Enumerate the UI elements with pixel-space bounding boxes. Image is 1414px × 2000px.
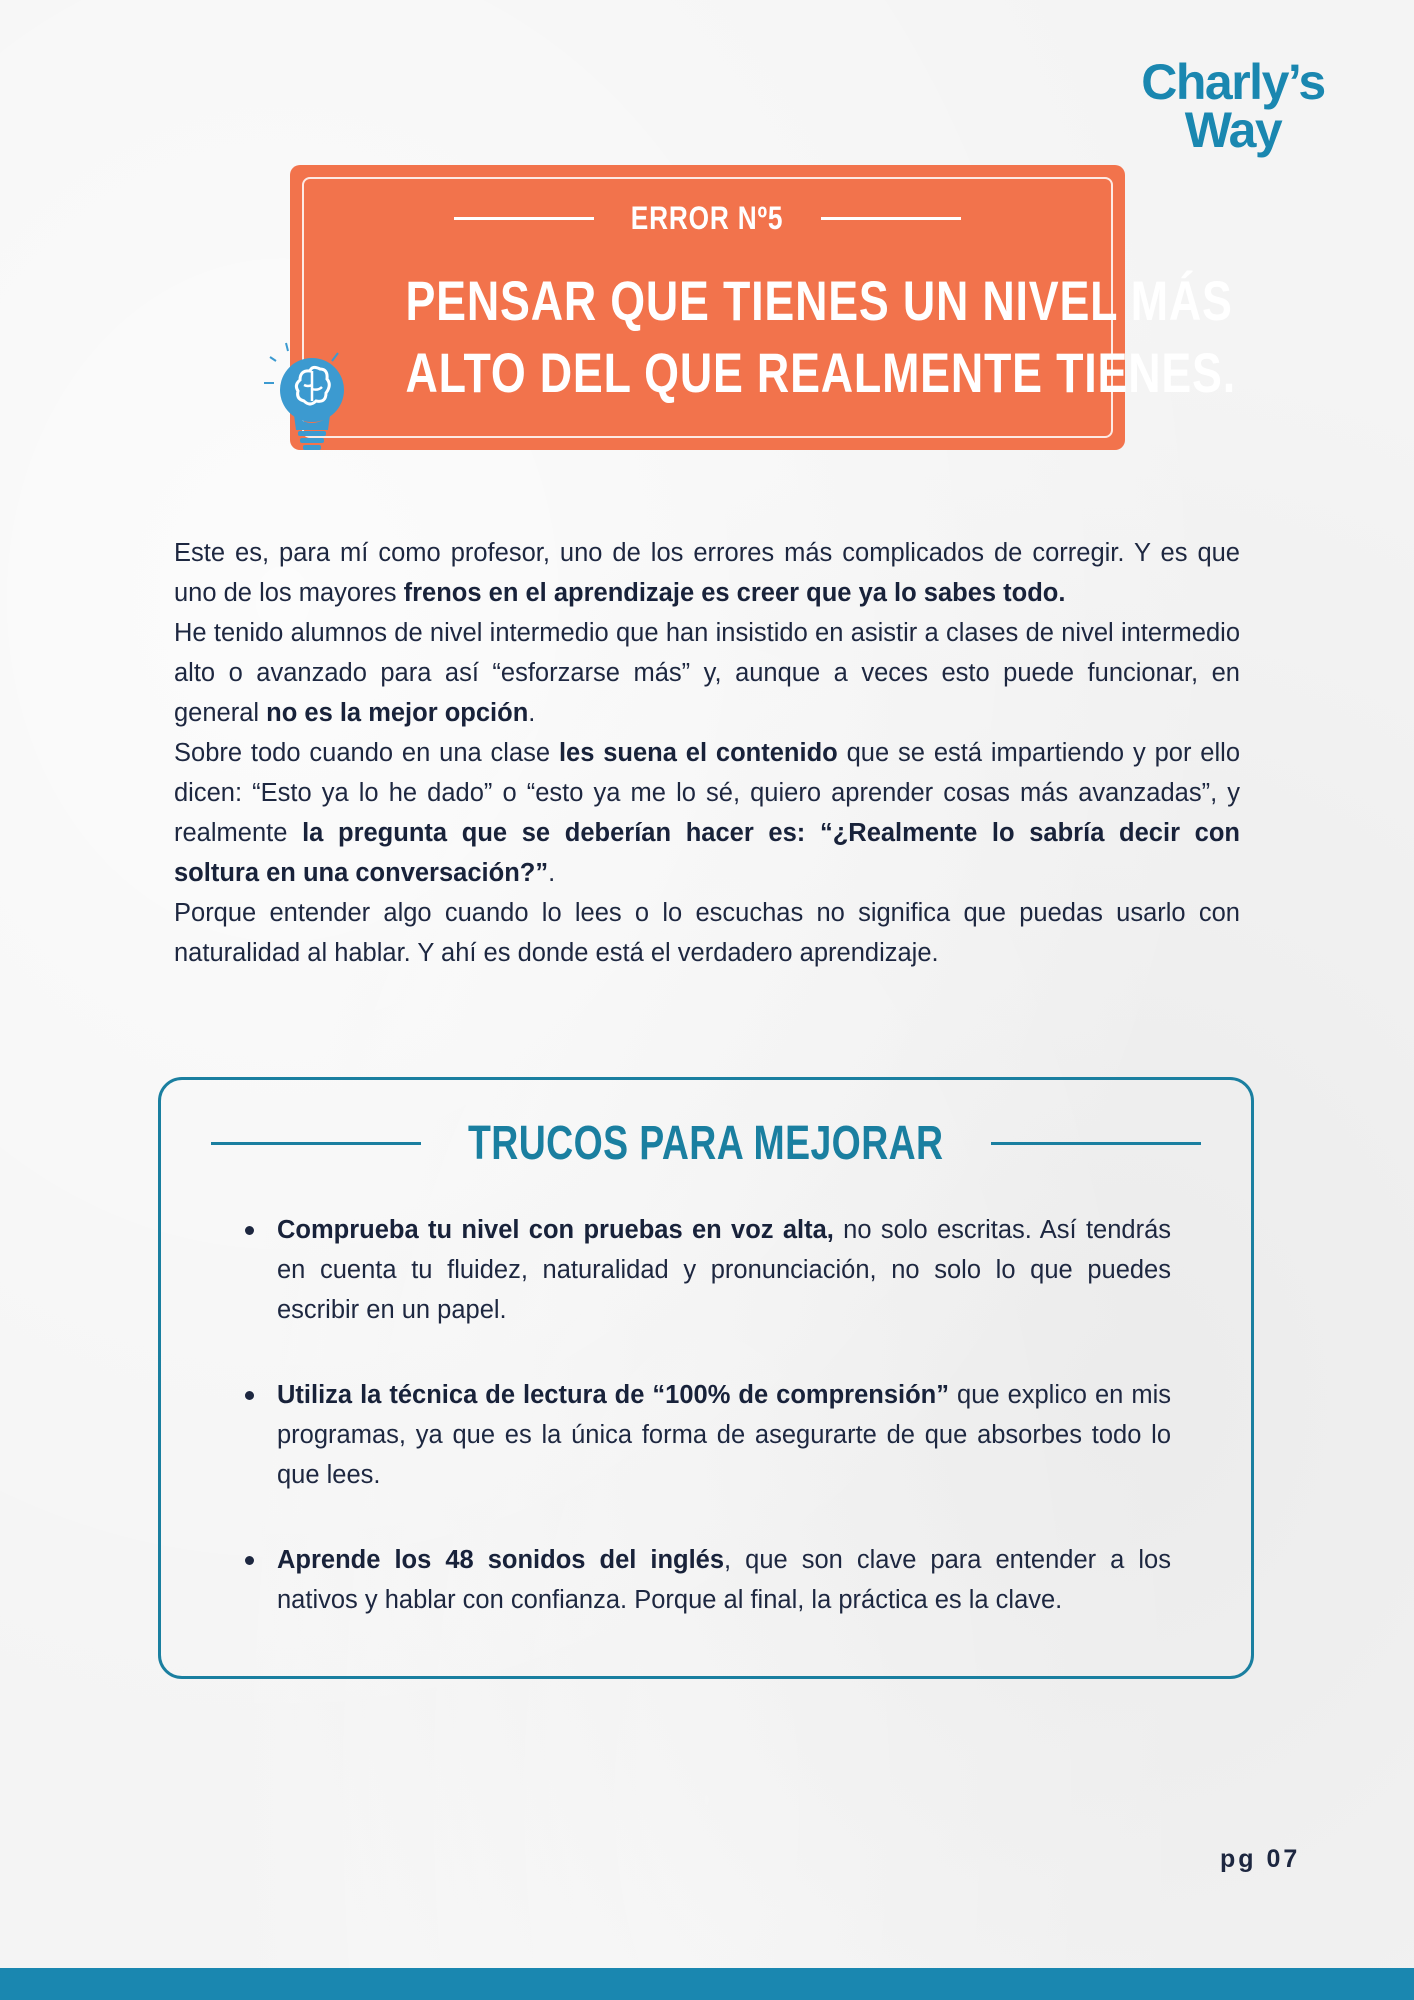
paragraph-1: Este es, para mí como profesor, uno de los errores más complicados de corregir. Y es que uno de los mayores frenos en el aprendizaje es creer que ya lo sabes todo.	[174, 539, 1240, 607]
error-banner	[290, 165, 1236, 450]
tip-item: Comprueba tu nivel con pruebas en voz alta, no solo escritas. Así tendrás en cuenta tu fluidez, naturalidad y pronunciación, no solo lo que puedes escribir en un papel.	[241, 1210, 1171, 1330]
lightbulb-brain-icon	[250, 335, 360, 465]
banner-kicker: ERROR Nº5	[631, 200, 784, 236]
kicker-divider-right	[821, 217, 961, 220]
kicker-divider-left	[454, 217, 594, 220]
tip-item: Utiliza la técnica de lectura de “100% de comprensión” que explico en mis programas, ya que es la única forma de asegurarte de que absorbes todo lo que lees.	[241, 1375, 1171, 1495]
paragraph-3: Sobre todo cuando en una clase les suena el contenido que se está impartiendo y por ello dicen: “Esto ya lo he dado” o “esto ya me lo sé, quiero aprender cosas más avanzadas”, y realmente la pregunta que se deberían hacer es: “¿Realmente lo sabría decir con soltura en una conversación?”.	[174, 739, 1240, 887]
brand-logo	[1128, 54, 1338, 158]
intro-text	[174, 533, 1240, 973]
tips-header	[161, 1116, 1251, 1171]
footer-bar	[0, 1968, 1414, 2000]
logo-line-2: Way	[1184, 102, 1282, 158]
banner-title-line-2: ALTO DEL QUE REALMENTE TIENES.	[405, 341, 1236, 404]
banner-title-line-1: PENSAR QUE TIENES UN NIVEL MÁS	[405, 269, 1233, 332]
paragraph-2: He tenido alumnos de nivel intermedio que han insistido en asistir a clases de nivel intermedio alto o avanzado para así “esforzarse más” y, aunque a veces esto puede funcionar, en general no es la mejor opción.	[174, 619, 1240, 727]
tips-divider-right	[991, 1142, 1201, 1145]
tips-divider-left	[211, 1142, 421, 1145]
tip-item: Aprende los 48 sonidos del inglés, que son clave para entender a los nativos y hablar con confianza. Porque al final, la práctica es la clave.	[241, 1540, 1171, 1620]
tips-title: TRUCOS PARA MEJORAR	[468, 1117, 944, 1170]
logo-line-1: Charly’s	[1141, 54, 1325, 110]
tips-list	[241, 1210, 1171, 1665]
paragraph-4: Porque entender algo cuando lo lees o lo escuchas no significa que puedas usarlo con naturalidad al hablar. Y ahí es donde está el verdadero aprendizaje.	[174, 899, 1240, 967]
tips-box	[158, 1077, 1254, 1679]
page-number: pg 07	[1220, 1845, 1301, 1873]
banner-title	[330, 265, 1236, 409]
